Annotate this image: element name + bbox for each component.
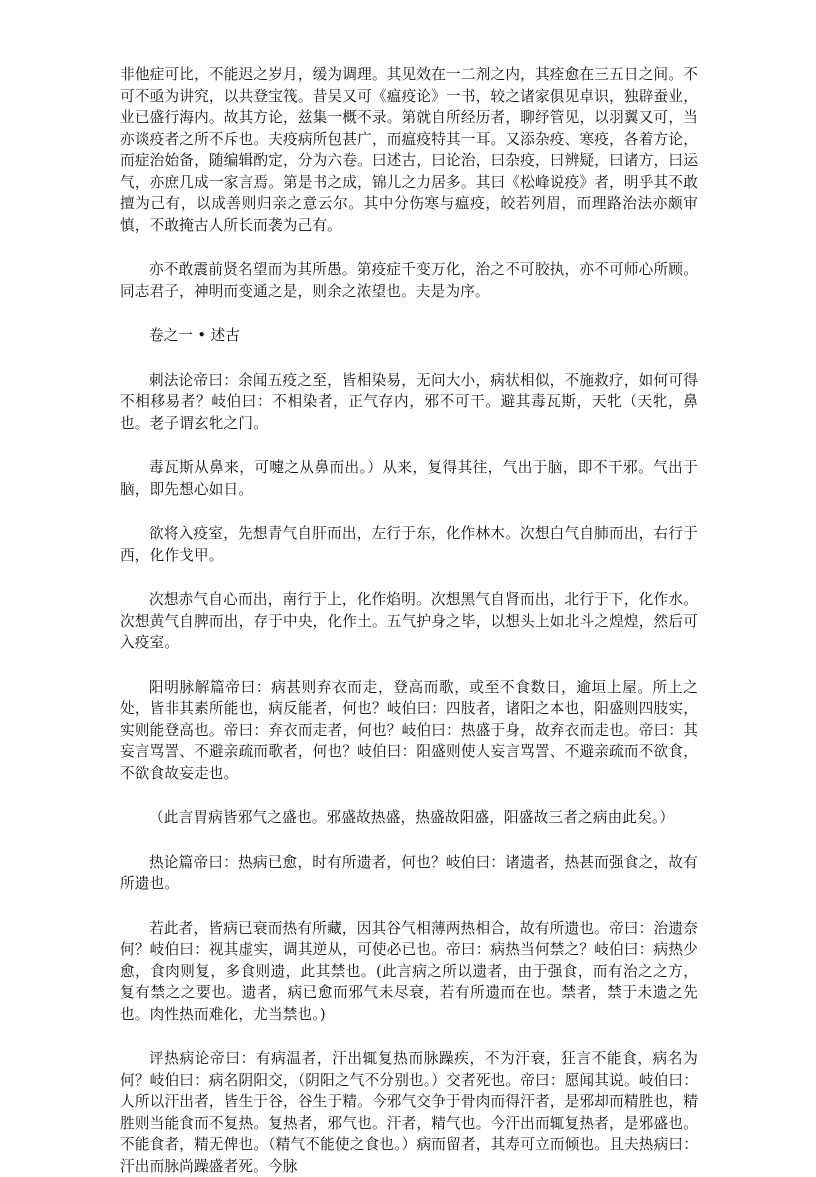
paragraph-yangming-1: 阳明脉解篇帝曰：病甚则弃衣而走，登高而歌，或至不食数日，逾垣上屋。所上之处，皆非其素所能也，病反能者，何也？岐伯曰：四肢者，诸阳之本也，阳盛则四肢实，实则能登高也。帝曰：弃衣而走者，何也？岐伯曰：热盛于身，故弃衣而走也。帝曰：其妄言骂詈、不避亲疏而歌者，何也？岐伯曰：阳盛则使人妄言骂詈、不避亲疏而不欲食，不欲食故妄走也。 — [120, 678, 698, 782]
paragraph-cifa-4: 次想赤气自心而出，南行于上，化作焰明。次想黑气自肾而出，北行于下，化作水。次想黄气自脾而出，存于中央，化作土。五气护身之毕，以想头上如北斗之煌煌，然后可入疫室。 — [120, 591, 698, 651]
paragraph-preface-1: 非他症可比，不能迟之岁月，缓为调理。其见效在一二剂之内，其痊愈在三五日之间。不可不亟为讲究，以共登宝筏。昔吴又可《瘟疫论》一书，较之诸家俱见卓识，独辟蚕业，业已盛行海内。故其方论，兹集一概不录。第就自所经历者，聊纾管见，以羽翼又可，当亦谈疫者之所不斥也。夫疫病所包甚广，而瘟疫特其一耳。又添杂疫、寒疫，各着方论，而症治始备，随编辑酌定，分为六卷。曰述古，曰论治，曰杂疫，曰辨疑，曰诸方，曰运气，亦庶几成一家言焉。第是书之成，锦儿之力居多。其曰《松峰说疫》者，明乎其不敢擅为己有，以成善则归亲之意云尔。其中分伤寒与瘟疫，皎若列眉，而理路治法亦颇审慎，不敢掩古人所长而袭为己有。 — [120, 66, 698, 234]
paragraph-cifa-2: 毒瓦斯从鼻来，可嚏之从鼻而出。）从来，复得其往，气出于脑，即不干邪。气出于脑，即先想心如日。 — [120, 459, 698, 498]
paragraph-cifa-3: 欲将入疫室，先想青气自肝而出，左行于东，化作林木。次想白气自肺而出，右行于西，化作戈甲。 — [120, 525, 698, 564]
paragraph-yangming-note: （此言胃病皆邪气之盛也。邪盛故热盛，热盛故阳盛，阳盛故三者之病由此矣。） — [149, 809, 675, 826]
paragraph-preface-2: 亦不敢震前贤名望而为其所愚。第疫症千变万化，治之不可胶执，亦不可师心所顾。同志君子，神明而变通之是，则余之浓望也。夫是为序。 — [120, 261, 698, 300]
paragraph-relun-2: 若此者，皆病已衰而热有所藏，因其谷气相薄两热相合，故有所遗也。帝曰：治遗奈何？岐伯曰：视其虚实，调其逆从，可使必已也。帝曰：病热当何禁之？岐伯曰：病热少愈，食肉则复，多食则遗，此其禁也。(此言病之所以遗者，由于强食，而有治之之方，复有禁之之要也。遗者，病已愈而邪气未尽衰，若有所遗而在也。禁者，禁于未遗之先也。肉性热而难化，尤当禁也。) — [120, 919, 698, 1023]
paragraph-cifa-1: 刺法论帝曰：余闻五疫之至，皆相染易，无问大小，病状相似，不施救疗，如何可得不相移易者？岐伯曰：不相染者，正气存内，邪不可干。避其毒瓦斯，天牝（天牝，鼻也。老子谓玄牝之门。 — [120, 371, 698, 432]
section-heading: 卷之一 • 述古 — [149, 327, 240, 344]
paragraph-relun-1: 热论篇帝曰：热病已愈，时有所遗者，何也？岐伯曰：诸遗者，热甚而强食之，故有所遗也。 — [120, 853, 698, 892]
paragraph-pingre-1: 评热病论帝曰：有病温者，汗出辄复热而脉躁疾，不为汗衰，狂言不能食，病名为何？岐伯曰：病名阴阳交，（阴阳之气不分别也。）交者死也。帝曰：愿闻其说。岐伯曰：人所以汗出者，皆生于谷，谷生于精。今邪气交争于骨肉而得汗者，是邪却而精胜也，精胜则当能食而不复热。复热者，邪气也。汗者，精气也。今汗出而辄复热者，是邪盛也。不能食者，精无俾也。（精气不能使之食也。）病而留者，其寿可立而倾也。且夫热病曰：汗出而脉尚躁盛者死。今脉 — [120, 1050, 698, 1175]
